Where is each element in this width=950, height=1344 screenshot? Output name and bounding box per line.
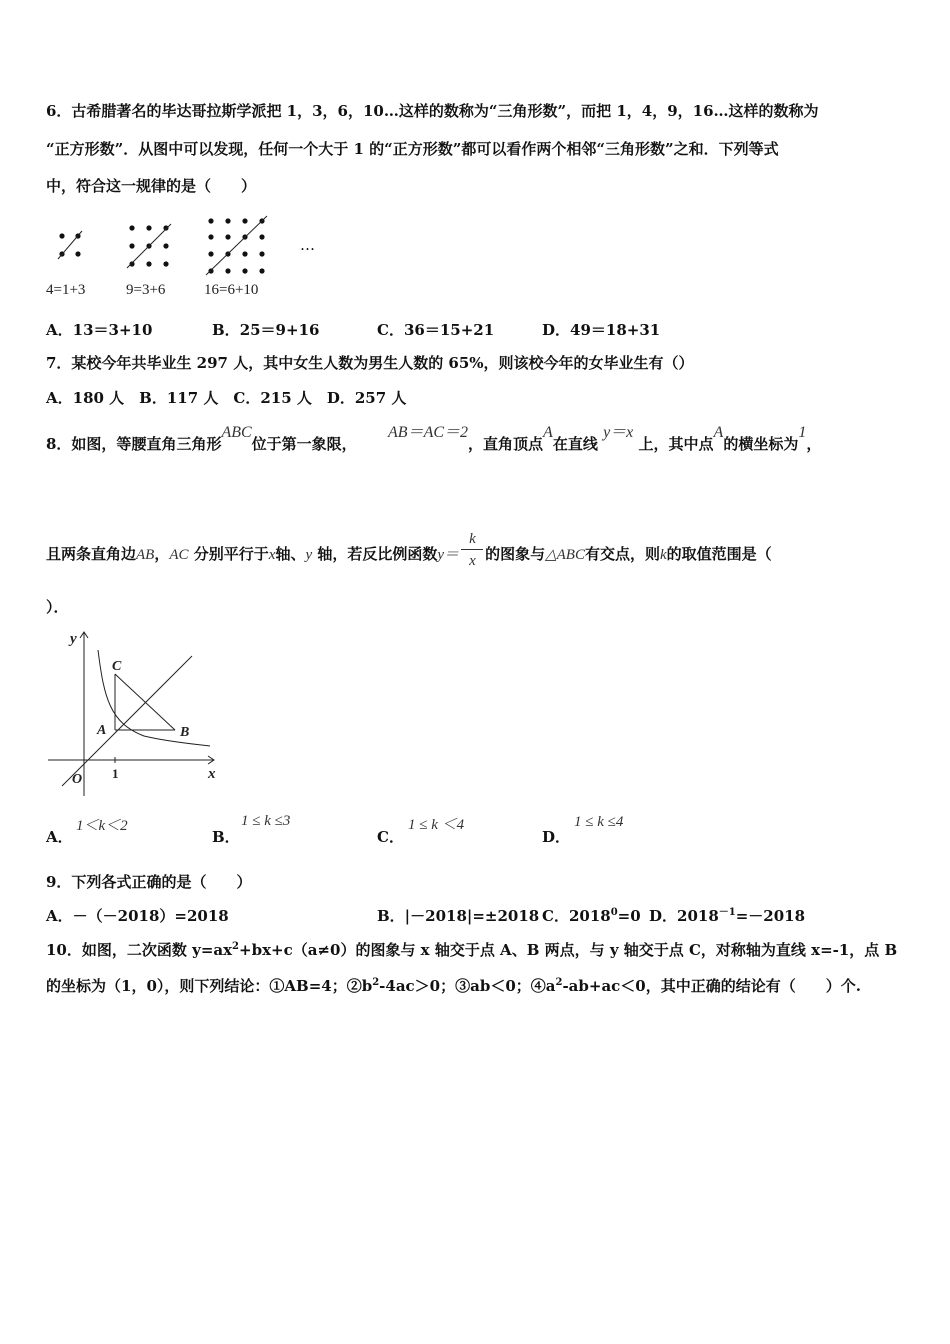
q8-text-2: 位于第一象限， [251, 435, 357, 453]
q6-option-d-text: 49＝18+31 [570, 321, 661, 339]
q8-option-a-expr: 1＜k＜2 [76, 818, 128, 834]
q8-math-ab-ac: AB＝AC＝2 [388, 424, 469, 441]
q8-stem-line1 [46, 424, 822, 455]
q6-ellipsis: … [300, 236, 315, 254]
q9-option-d-rest: =－2018 [735, 907, 806, 925]
q6-stem-line1: 6．古希腊著名的毕达哥拉斯学派把 1，3，6，10…这样的数称为“三角形数”，而把 1，4，9，16…这样的数称为 [46, 102, 819, 120]
q8-label-y: y [70, 631, 77, 647]
q8-math-triangle: △ABC [545, 547, 585, 563]
q8-math-ab: AB [136, 547, 155, 563]
q6-option-b[interactable] [212, 319, 319, 340]
q8-option-c-letter[interactable]: C． [377, 828, 404, 846]
q6-option-b-letter: B． [212, 321, 240, 339]
q8-text-14: 有交点，则 [584, 545, 660, 563]
q9-option-c-base: C．2018 [542, 907, 611, 925]
q10-sup-3: 2 [555, 977, 563, 988]
q6-caption-2: 9=3+6 [126, 282, 166, 298]
q8-math-abc: ABC [221, 424, 252, 441]
q8-option-c-expr: 1 ≤ k ＜4 [408, 817, 465, 833]
q8-math-a1: A [543, 424, 553, 441]
q8-option-a-letter[interactable]: A． [46, 828, 73, 846]
q8-option-b-letter[interactable]: B． [212, 828, 240, 846]
q8-text-5: 上，其中点 [638, 435, 714, 453]
q10-text-1: 10．如图，二次函数 y=ax [46, 941, 233, 959]
q6-option-a-letter: A． [46, 321, 73, 339]
q8-text-3: ，直角顶点 [468, 435, 544, 453]
q8-text-4: 在直线 [552, 435, 598, 453]
q8-label-x: x [208, 766, 216, 782]
q9-option-b[interactable]: B．|－2018|=±2018 [377, 907, 540, 925]
q6-option-a-text: 13＝3+10 [72, 321, 153, 339]
q9-option-a[interactable]: A．－（－2018）=2018 [46, 907, 229, 925]
q6-option-c-text: 36＝15+21 [403, 321, 495, 339]
q9-option-c-exponent: 0 [610, 907, 618, 918]
q8-option-d-letter[interactable]: D． [542, 828, 571, 846]
q8-fraction-numerator: k [469, 531, 476, 547]
q6-stem-line2: “正方形数”．从图中可以发现，任何一个大于 1 的“正方形数”都可以看作两个相邻“三角形数”之和．下列等式 [46, 140, 779, 158]
q8-closing: ）． [46, 598, 69, 616]
q6-option-c[interactable] [377, 319, 494, 340]
q6-option-c-letter: C． [377, 321, 404, 339]
q8-label-tick-1: 1 [112, 766, 119, 781]
q6-option-d[interactable] [542, 319, 660, 340]
q10-text-4: -4ac＞0；③ab＜0；④a [379, 977, 556, 995]
q8-text-15: 的取值范围是（ [666, 545, 772, 563]
q8-math-a2: A [713, 424, 724, 441]
q6-caption-1: 4=1+3 [46, 282, 86, 298]
q8-text-7: ， [806, 435, 822, 453]
q8-math-line-eq: y＝x [603, 424, 634, 441]
q8-coordinate-figure [44, 628, 224, 800]
q8-label-a: A [97, 723, 107, 738]
q6-caption-3: 16=6+10 [204, 282, 259, 298]
q9-option-d[interactable] [649, 905, 805, 926]
q7-options[interactable]: A．180 人 B．117 人 C．215 人 D．257 人 [46, 389, 407, 407]
q8-math-x: x [268, 547, 276, 563]
q9-option-d-exponent: －1 [718, 907, 736, 918]
q8-text-8: 且两条直角边 [46, 545, 137, 563]
q10-sup-1: 2 [232, 941, 240, 952]
q6-stem-line3: 中，符合这一规律的是（ ） [46, 177, 257, 195]
q8-label-c: C [112, 659, 122, 674]
q6-option-d-letter: D． [542, 321, 571, 339]
q8-option-d-expr: 1 ≤ k ≤4 [574, 814, 624, 830]
q8-math-y: y [305, 547, 313, 563]
q6-option-a[interactable] [46, 319, 152, 340]
q8-text-10: 分别平行于 [193, 545, 269, 563]
q8-text-1: 8．如图，等腰直角三角形 [46, 435, 222, 453]
q6-option-b-text: 25＝9+16 [239, 321, 320, 339]
q8-text-6: 的横坐标为 [723, 435, 799, 453]
q8-math-ac: AC [169, 547, 189, 563]
q8-text-13: 的图象与 [485, 545, 546, 563]
q10-stem-line2 [46, 976, 861, 996]
q8-stem-line2 [46, 531, 772, 575]
q8-label-o: O [72, 772, 83, 787]
q10-text-2: +bx+c（a≠0）的图象与 x 轴交于点 A、B 两点，与 y 轴交于点 C，对称轴为直线 x=-1，点 B [239, 941, 898, 959]
q8-label-b: B [180, 725, 190, 740]
q8-fraction-denominator: x [469, 553, 476, 569]
q8-fraction-bar [461, 549, 483, 550]
q10-sup-2: 2 [372, 977, 380, 988]
q8-math-k: k [659, 547, 667, 563]
q8-fraction-k-over-x [459, 531, 485, 575]
q10-text-5: -ab+ac＜0，其中正确的结论有（ ）个. [562, 977, 861, 995]
q9-option-c[interactable] [542, 905, 641, 926]
q9-stem: 9．下列各式正确的是（ ） [46, 873, 252, 891]
q7-stem: 7．某校今年共毕业生 297 人，其中女生人数为男生人数的 65%，则该校今年的女毕业生有（） [46, 354, 694, 372]
q8-math-y-eq: y＝ [437, 547, 460, 563]
q10-text-3: 的坐标为（1，0），则下列结论：①AB=4；②b [46, 977, 373, 995]
q9-option-c-rest: =0 [617, 907, 641, 925]
q8-math-one: 1 [798, 424, 807, 441]
q10-stem-line1 [46, 940, 897, 960]
q8-text-9: ， [154, 545, 170, 563]
q8-text-11: 轴、 [275, 545, 306, 563]
q9-option-d-base: D．2018 [649, 907, 719, 925]
q8-option-b-expr: 1 ≤ k ≤3 [241, 813, 291, 829]
q8-text-12: 轴，若反比例函数 [317, 545, 438, 563]
q8-line-y-equals-x [62, 656, 192, 786]
